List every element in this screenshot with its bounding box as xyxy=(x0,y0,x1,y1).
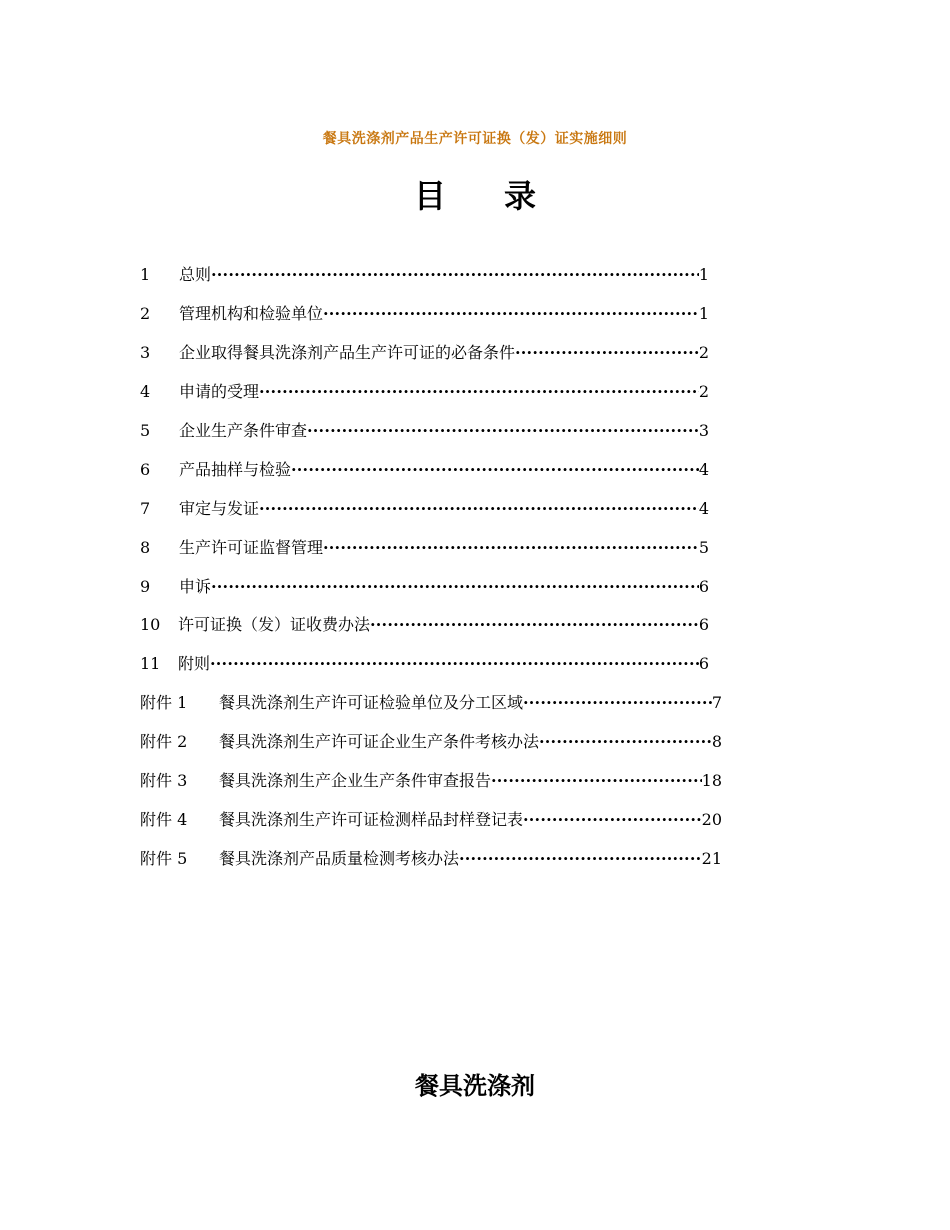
toc-heading-char-1: 目 xyxy=(413,177,446,215)
toc-dot-leader xyxy=(307,421,699,441)
toc-entry-title: 餐具洗涤剂产品质量检测考核办法 xyxy=(219,848,460,868)
toc-entry-number: 10 xyxy=(140,615,161,635)
toc-entry-title: 审定与发证 xyxy=(179,498,260,518)
toc-entry-title: 餐具洗涤剂生产许可证检验单位及分工区域 xyxy=(219,693,524,713)
toc-entry-page: 6 xyxy=(698,615,709,635)
toc-entry-number: 11 xyxy=(140,654,161,674)
toc-entry-number: 6 xyxy=(140,459,151,479)
toc-entry-10[interactable] xyxy=(140,606,722,645)
document-header-title: 餐具洗涤剂产品生产许可证换（发）证实施细则 xyxy=(322,131,628,147)
toc-dot-leader xyxy=(323,304,699,324)
toc-dot-leader xyxy=(323,538,699,558)
toc-entry-8[interactable] xyxy=(140,528,722,567)
toc-entry-11[interactable] xyxy=(140,645,722,684)
toc-entry-page: 5 xyxy=(698,537,709,557)
toc-entry-title: 餐具洗涤剂生产许可证检测样品封样登记表 xyxy=(219,809,524,829)
toc-entry-title: 附则 xyxy=(178,654,211,674)
toc-dot-leader xyxy=(515,343,699,363)
toc-entry-number: 3 xyxy=(140,343,151,363)
toc-entry-page: 8 xyxy=(711,732,722,752)
toc-entry-number: 9 xyxy=(140,576,151,596)
toc-entry-number: 附件 2 xyxy=(140,732,188,752)
toc-entry-title: 餐具洗涤剂生产许可证企业生产条件考核办法 xyxy=(219,732,540,752)
toc-entry-page: 1 xyxy=(698,304,709,324)
toc-entry-title: 申请的受理 xyxy=(179,382,260,402)
toc-entry-title: 企业取得餐具洗涤剂产品生产许可证的必备条件 xyxy=(179,343,516,363)
toc-entry-7[interactable] xyxy=(140,489,722,528)
toc-dot-leader xyxy=(210,654,699,674)
toc-entry-title: 餐具洗涤剂生产企业生产条件审查报告 xyxy=(219,771,492,791)
toc-dot-leader xyxy=(539,732,712,752)
toc-dot-leader xyxy=(523,810,702,830)
toc-dot-leader xyxy=(459,849,702,869)
toc-entry-number: 2 xyxy=(140,304,151,324)
toc-entry-number: 附件 5 xyxy=(140,848,188,868)
toc-entry-2[interactable] xyxy=(140,295,722,334)
toc-dot-leader xyxy=(491,771,702,791)
toc-entry-6[interactable] xyxy=(140,450,722,489)
toc-dot-leader xyxy=(259,382,699,402)
toc-entry-title: 总则 xyxy=(179,265,212,285)
toc-appendix-5[interactable] xyxy=(140,839,722,878)
toc-entry-page: 6 xyxy=(698,576,709,596)
toc-entry-title: 申诉 xyxy=(179,576,212,596)
toc-dot-leader xyxy=(211,577,699,597)
toc-entry-page: 20 xyxy=(701,809,722,829)
toc-entry-number: 7 xyxy=(140,498,151,518)
toc-dot-leader xyxy=(523,693,712,713)
toc-entry-3[interactable] xyxy=(140,334,722,373)
toc-entry-number: 5 xyxy=(140,421,151,440)
toc-entry-page: 6 xyxy=(698,654,709,674)
toc-entry-page: 2 xyxy=(698,382,709,402)
toc-entry-9[interactable] xyxy=(140,567,722,606)
toc-entry-4[interactable] xyxy=(140,373,722,412)
toc-entry-number: 附件 1 xyxy=(140,693,188,713)
toc-entry-title: 管理机构和检验单位 xyxy=(179,304,324,324)
toc-entry-page: 7 xyxy=(711,693,722,713)
toc-entry-1[interactable] xyxy=(140,256,722,295)
toc-entry-title: 生产许可证监督管理 xyxy=(179,537,324,557)
toc-heading-char-2: 录 xyxy=(504,177,537,215)
toc-dot-leader xyxy=(259,499,699,519)
toc-entry-title: 产品抽样与检验 xyxy=(179,459,292,479)
toc-entry-title: 许可证换（发）证收费办法 xyxy=(178,615,371,635)
toc-entry-page: 18 xyxy=(701,771,722,791)
toc-dot-leader xyxy=(291,460,699,480)
toc-entry-number: 8 xyxy=(140,537,151,557)
toc-entry-number: 附件 3 xyxy=(140,771,188,791)
toc-appendix-1[interactable] xyxy=(140,684,722,723)
toc-entry-page: 21 xyxy=(701,848,722,868)
toc-entry-number: 1 xyxy=(140,265,151,285)
toc-entry-page: 2 xyxy=(698,343,709,363)
toc-entry-page: 4 xyxy=(698,459,709,479)
toc-entry-page: 3 xyxy=(698,421,709,440)
toc-appendix-3[interactable] xyxy=(140,762,722,801)
toc-entry-number: 4 xyxy=(140,382,151,402)
toc-heading xyxy=(0,174,950,218)
toc-entry-page: 1 xyxy=(698,265,709,285)
toc-dot-leader xyxy=(370,615,699,635)
toc-appendix-2[interactable] xyxy=(140,723,722,762)
toc-appendix-4[interactable] xyxy=(140,800,722,839)
table-of-contents xyxy=(140,256,722,878)
toc-entry-5[interactable] xyxy=(140,412,722,451)
next-page-title: 餐具洗涤剂 xyxy=(415,1072,535,1100)
toc-entry-number: 附件 4 xyxy=(140,809,188,829)
toc-entry-title: 企业生产条件审查 xyxy=(179,421,308,440)
toc-dot-leader xyxy=(211,265,699,285)
toc-entry-page: 4 xyxy=(698,498,709,518)
